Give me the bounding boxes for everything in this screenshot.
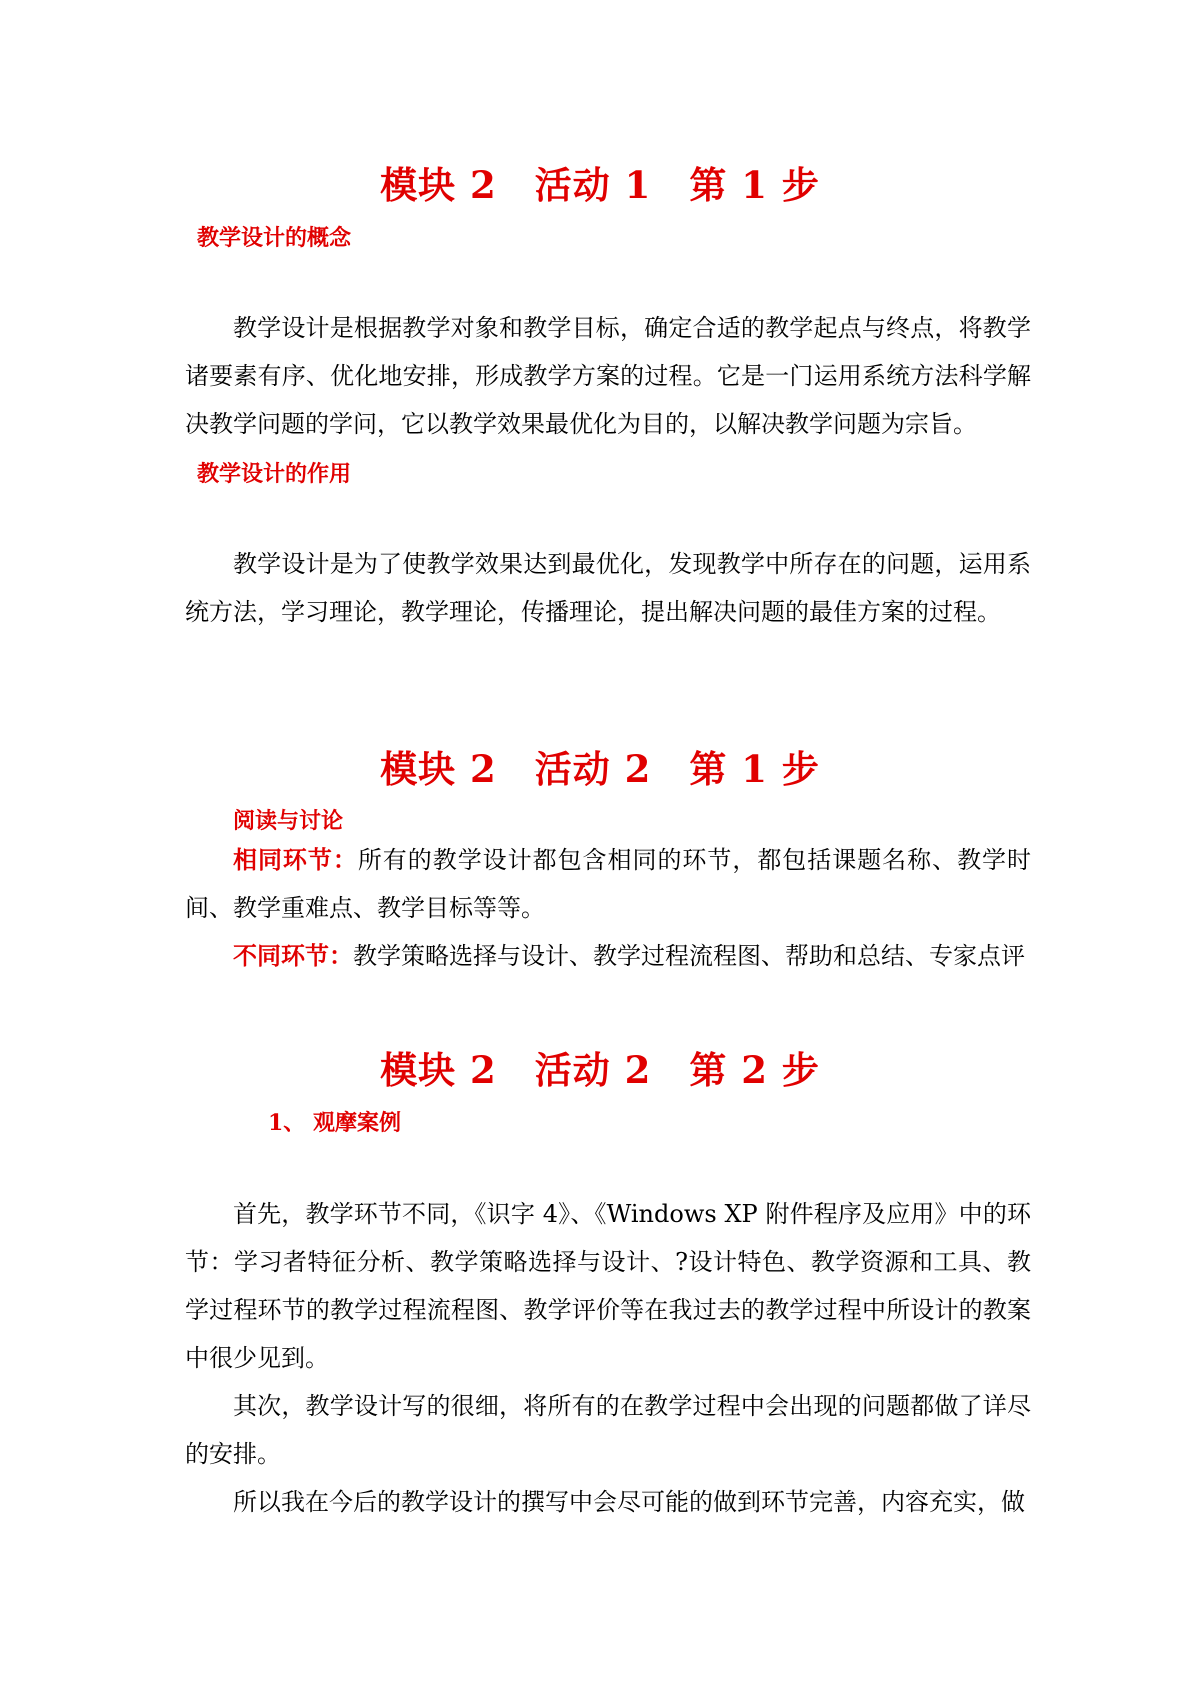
section-2-title: 模块 2 活动 2 第 1 步 (380, 747, 820, 791)
section-3-paragraph-first: 首先，教学环节不同，《识字 4》、《Windows XP 附件程序及应用》中的环节：学习者特征分析、教学策略选择与设计、?设计特色、教学资源和工具、教学过程环节的教学过程流程图、教学评价等在我过去的教学过程中所设计的教案中很少见到。 (185, 1200, 1031, 1372)
section-2-subheading-reading: 阅读与讨论 (233, 808, 344, 834)
different-steps-label: 不同环节： (233, 941, 353, 970)
different-steps-text: 教学策略选择与设计、教学过程流程图、帮助和总结、专家点评 (353, 942, 1025, 970)
section-1-title: 模块 2 活动 1 第 1 步 (380, 163, 820, 207)
same-steps-label: 相同环节： (233, 845, 358, 874)
section-1-subheading-role: 教学设计的作用 (197, 461, 352, 487)
section-3-subheading-case: 1、 观摩案例 (268, 1110, 401, 1136)
section-2-paragraph-same (185, 836, 1031, 932)
same-steps-text: 所有的教学设计都包含相同的环节，都包括课题名称、教学时间、教学重难点、教学目标等等。 (185, 846, 1032, 922)
section-2-paragraph-different (185, 932, 1031, 980)
section-1-paragraph-concept: 教学设计是根据教学对象和教学目标，确定合适的教学起点与终点，将教学诸要素有序、优化地安排，形成教学方案的过程。它是一门运用系统方法科学解决教学问题的学问，它以教学效果最优化为目的，以解决教学问题为宗旨。 (185, 314, 1031, 438)
section-3-title: 模块 2 活动 2 第 2 步 (380, 1048, 820, 1092)
section-1-subheading-concept: 教学设计的概念 (197, 225, 352, 251)
section-1-paragraph-role: 教学设计是为了使教学效果达到最优化，发现教学中所存在的问题，运用系统方法，学习理论，教学理论，传播理论，提出解决问题的最佳方案的过程。 (185, 550, 1031, 626)
section-3-paragraph-second: 其次，教学设计写的很细，将所有的在教学过程中会出现的问题都做了详尽的安排。 (185, 1392, 1031, 1468)
section-3-paragraph-third: 所以我在今后的教学设计的撰写中会尽可能的做到环节完善，内容充实，做 (233, 1488, 1025, 1516)
